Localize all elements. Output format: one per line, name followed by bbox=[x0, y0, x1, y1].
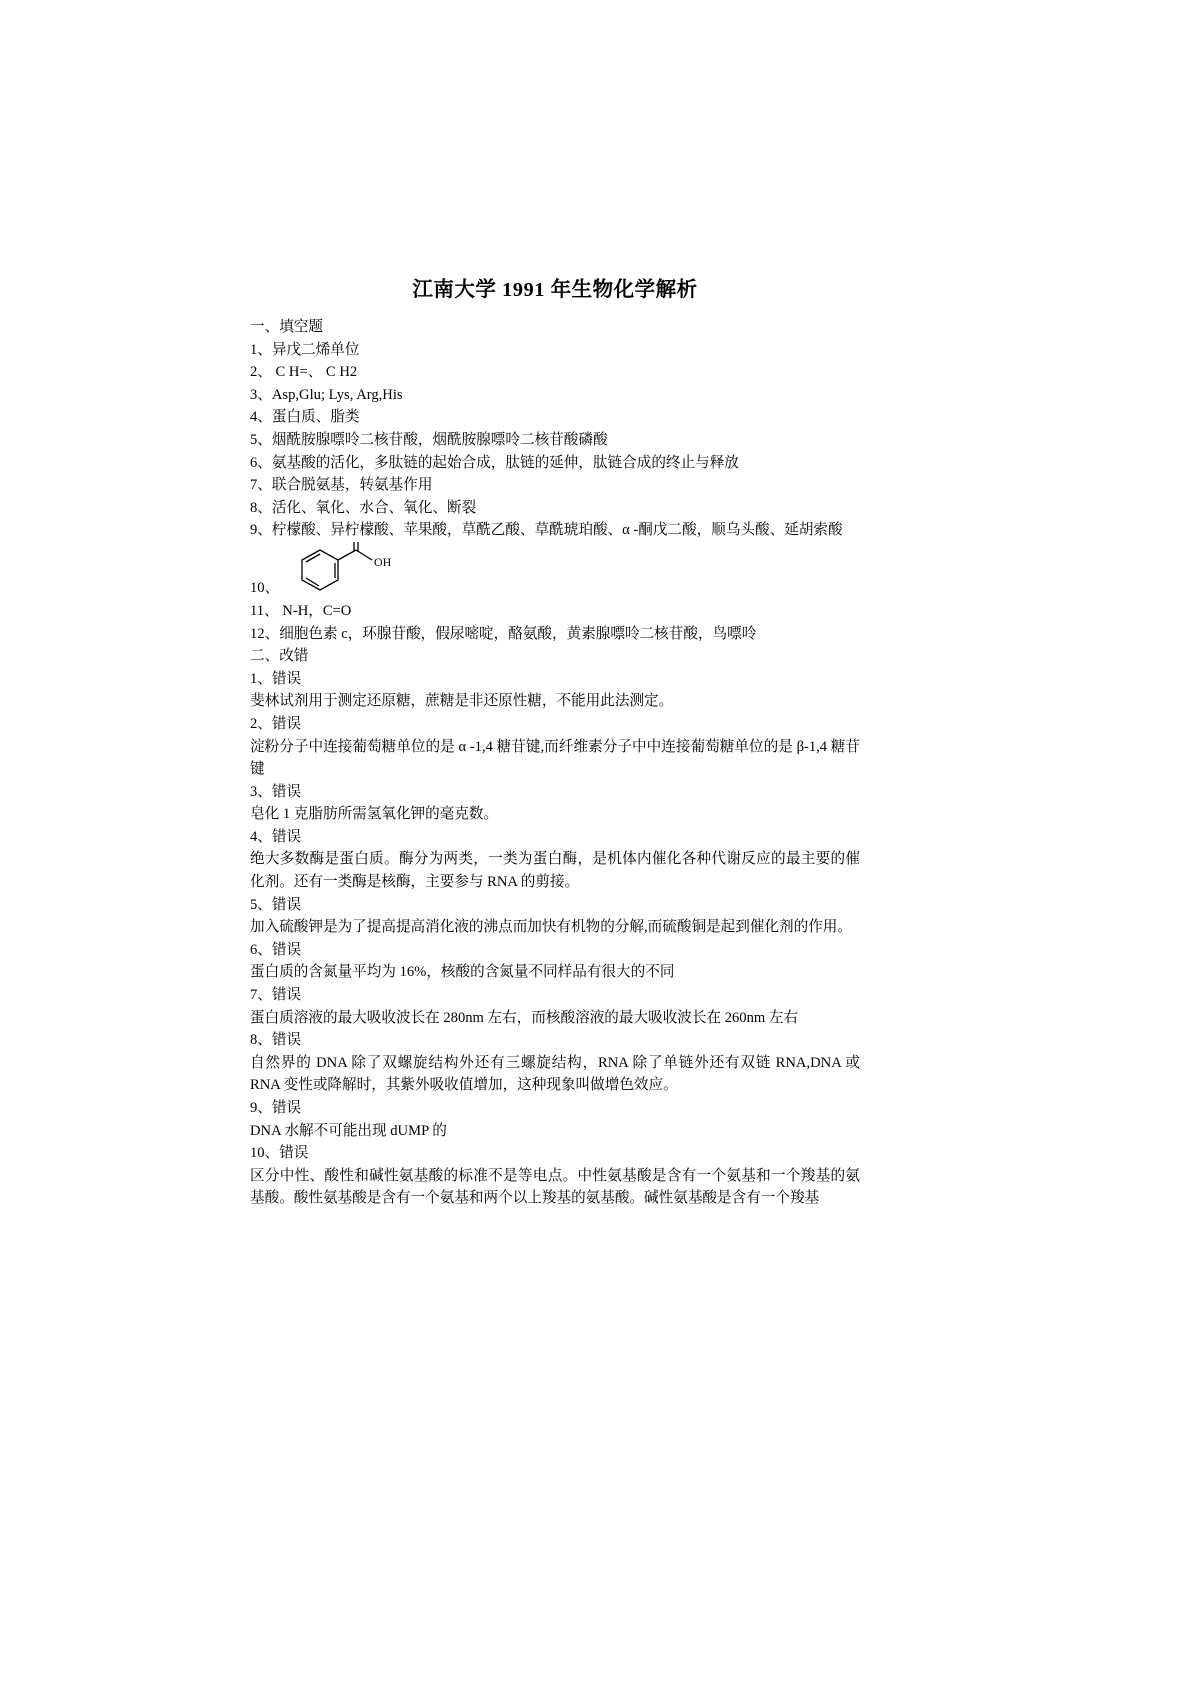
section-heading-fill-in-blanks: 一、填空题 bbox=[250, 319, 323, 335]
answer-line-2: 2、 C H=、 C H2 bbox=[250, 364, 358, 381]
section-heading-correction: 二、改错 bbox=[250, 648, 309, 665]
answer-line-6: 6、氨基酸的活化，多肽链的起始合成，肽链的延伸，肽链合成的终止与释放 bbox=[250, 454, 739, 471]
benzoic-acid-structure-row bbox=[250, 542, 860, 600]
correction-item-7-verdict: 7、错误 bbox=[250, 987, 302, 1004]
correction-item-7-text: 蛋白质溶液的最大吸收波长在 280nm 左右，而核酸溶液的最大吸收波长在 260nm 左右 bbox=[250, 1009, 799, 1026]
correction-item-10-verdict: 10、错误 bbox=[250, 1145, 309, 1162]
answer-line-11: 11、 N-H，C=O bbox=[250, 602, 352, 619]
correction-item-3-text: 皂化 1 克脂肪所需氢氧化钾的毫克数。 bbox=[250, 806, 499, 823]
answer-line-8: 8、活化、氧化、水合、氧化、断裂 bbox=[250, 499, 477, 516]
correction-item-6-verdict: 6、错误 bbox=[250, 941, 302, 958]
correction-item-2-text: 淀粉分子中连接葡萄糖单位的是 α -1,4 糖苷键,而纤维素分子中中连接葡萄糖单位的是 β-1,4 糖苷键 bbox=[250, 738, 860, 778]
answer-line-9: 9、柠檬酸、异柠檬酸、苹果酸，草酰乙酸、草酰琥珀酸、α -酮戊二酸，顺乌头酸、延胡索酸 bbox=[250, 522, 843, 539]
page-title: 江南大学 1991 年生物化学解析 bbox=[412, 279, 698, 301]
correction-item-5-verdict: 5、错误 bbox=[250, 896, 302, 913]
answer-line-10-label: 10、 bbox=[250, 580, 280, 597]
correction-item-5-text: 加入硫酸钾是为了提高提高消化液的沸点而加快有机物的分解,而硫酸铜是起到催化剂的作用。 bbox=[250, 919, 852, 936]
correction-item-2-verdict: 2、错误 bbox=[250, 715, 302, 732]
answer-line-5: 5、烟酰胺腺嘌呤二核苷酸，烟酰胺腺嘌呤二核苷酸磷酸 bbox=[250, 431, 608, 448]
document-body bbox=[250, 272, 860, 1210]
benzoic-acid-icon bbox=[288, 542, 418, 605]
correction-item-6-text: 蛋白质的含氮量平均为 16%，核酸的含氮量不同样品有很大的不同 bbox=[250, 964, 675, 981]
hydroxyl-label: OH bbox=[374, 554, 392, 569]
answer-line-1: 1、异戊二烯单位 bbox=[250, 341, 360, 358]
answer-line-4: 4、蛋白质、脂类 bbox=[250, 409, 360, 426]
answer-line-3: 3、Asp,Glu; Lys, Arg,His bbox=[250, 386, 403, 403]
answer-line-7: 7、联合脱氨基，转氨基作用 bbox=[250, 477, 433, 494]
correction-item-9-text: DNA 水解不可能出现 dUMP 的 bbox=[250, 1122, 447, 1139]
correction-item-1-text: 斐林试剂用于测定还原糖，蔗糖是非还原性糖，不能用此法测定。 bbox=[250, 693, 674, 710]
correction-item-4-verdict: 4、错误 bbox=[250, 828, 302, 845]
correction-item-3-verdict: 3、错误 bbox=[250, 783, 302, 800]
correction-item-9-verdict: 9、错误 bbox=[250, 1100, 302, 1116]
correction-item-8-text: 自然界的 DNA 除了双螺旋结构外还有三螺旋结构，RNA 除了单链外还有双链 RNA,DNA 或 RNA 变性或降解时，其紫外吸收值增加，这种现象叫做增色效应。 bbox=[250, 1054, 860, 1094]
answer-line-12: 12、细胞色素 c，环腺苷酸，假尿嘧啶，酪氨酸，黄素腺嘌呤二核苷酸，鸟嘌呤 bbox=[250, 625, 757, 642]
correction-item-1-verdict: 1、错误 bbox=[250, 670, 302, 687]
correction-item-4-text: 绝大多数酶是蛋白质。酶分为两类，一类为蛋白酶，是机体内催化各种代谢反应的最主要的催化剂。还有一类酶是核酶，主要参与 RNA 的剪接。 bbox=[250, 851, 860, 891]
correction-item-10-text: 区分中性、酸性和碱性氨基酸的标准不是等电点。中性氨基酸是含有一个氨基和一个羧基的氨基酸。酸性氨基酸是含有一个氨基和两个以上羧基的氨基酸。碱性氨基酸是含有一个羧基 bbox=[250, 1167, 860, 1207]
correction-item-8-verdict: 8、错误 bbox=[250, 1032, 302, 1049]
